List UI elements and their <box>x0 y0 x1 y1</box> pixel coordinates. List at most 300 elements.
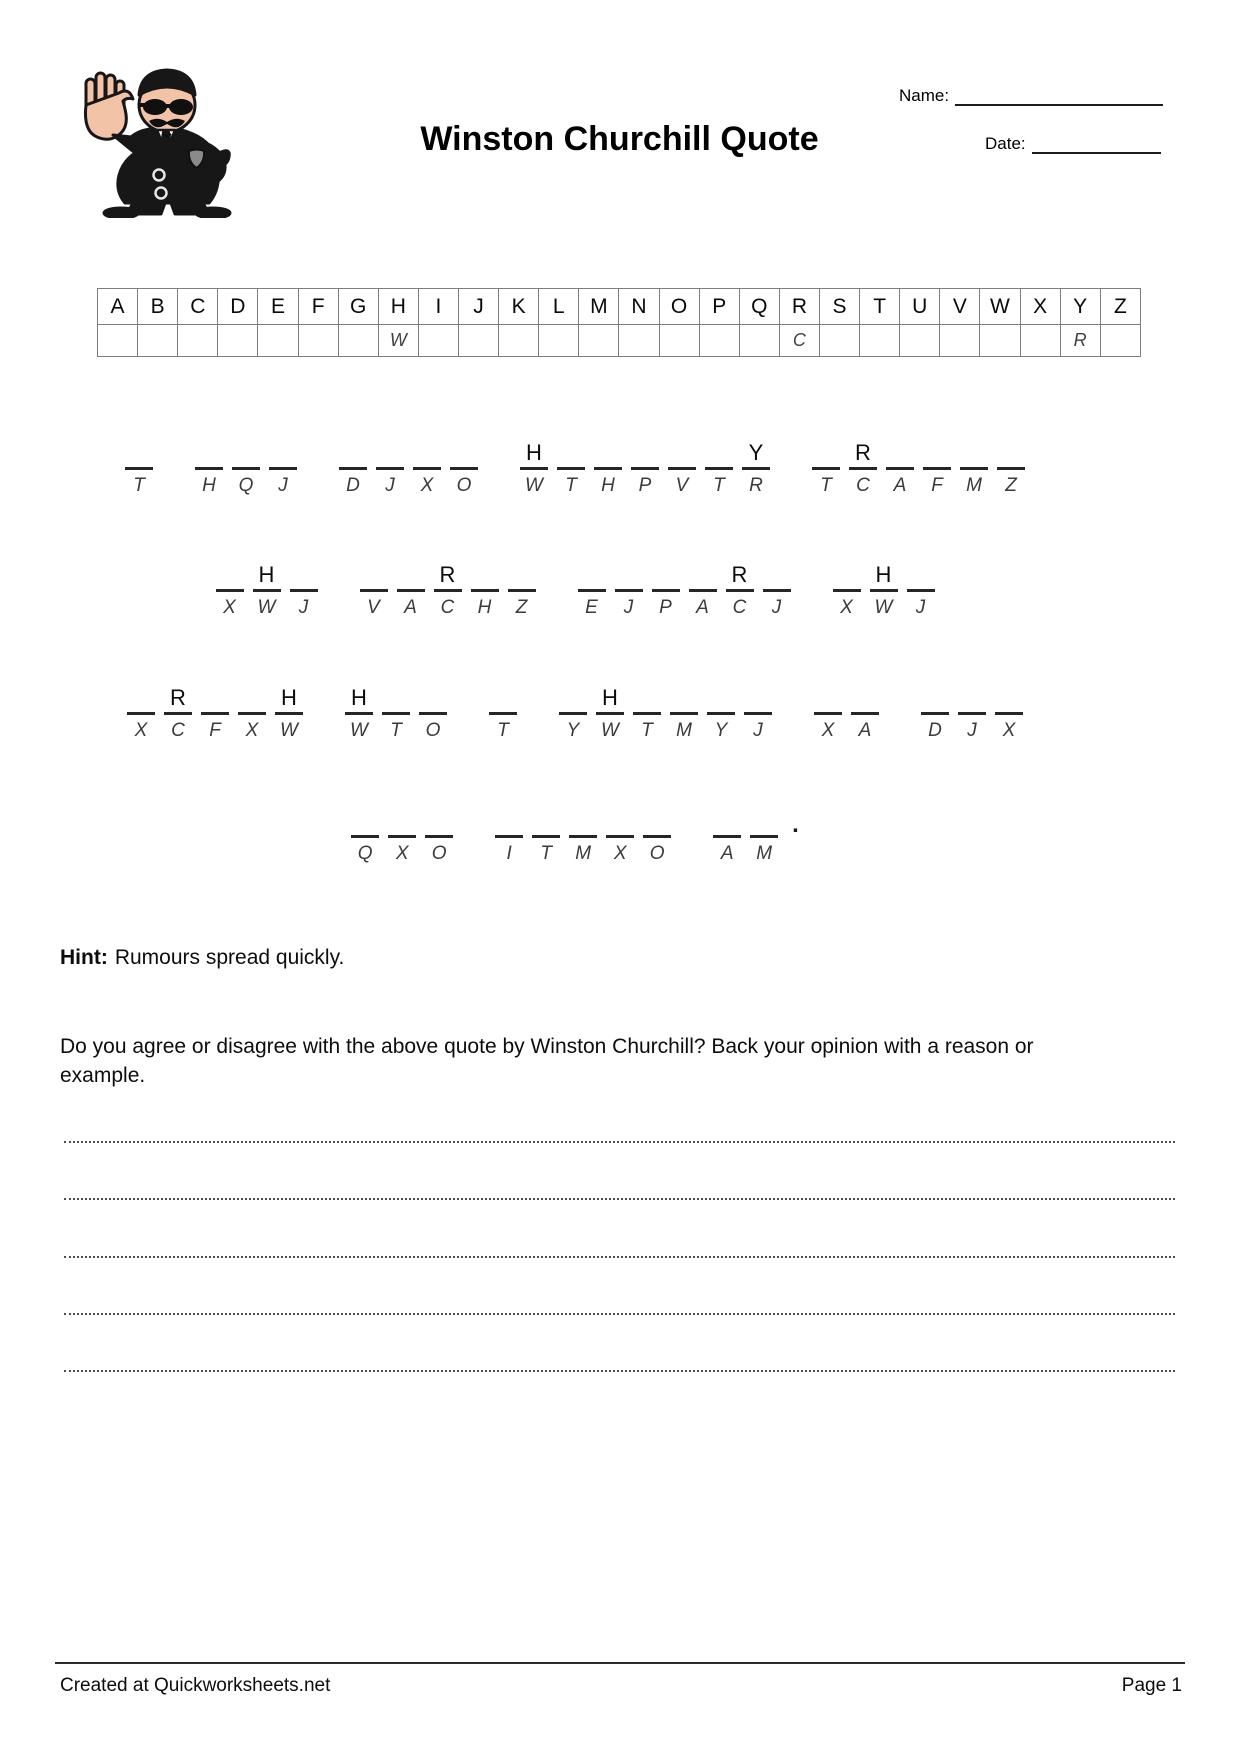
blank-line <box>726 589 754 592</box>
cipher-letter: C <box>732 597 747 618</box>
blank-line <box>689 589 717 592</box>
blank-line <box>508 589 536 592</box>
cipher-letter: T <box>820 475 832 496</box>
puzzle-word <box>360 562 536 618</box>
blank-line <box>434 589 462 592</box>
puzzle-cell <box>450 440 478 496</box>
puzzle-word <box>495 808 671 864</box>
footer-page-number: Page 1 <box>1121 1675 1182 1696</box>
key-letter-J: J <box>458 289 498 325</box>
blank-line <box>594 467 622 470</box>
cipher-letter: J <box>753 720 763 741</box>
cipher-letter: Z <box>515 597 528 618</box>
blank-line <box>495 835 523 838</box>
blank-line <box>606 835 634 838</box>
cipher-letter: J <box>298 597 309 618</box>
cipher-letter: A <box>696 597 709 618</box>
blank-line <box>290 589 318 592</box>
puzzle-cell <box>606 808 634 864</box>
blank-line <box>532 835 560 838</box>
puzzle-cell <box>689 562 717 618</box>
puzzle-cell <box>849 440 877 496</box>
puzzle-cell <box>707 685 735 741</box>
key-answer-B <box>138 325 178 357</box>
puzzle-cell <box>269 440 297 496</box>
key-letter-H: H <box>378 289 418 325</box>
blank-line <box>812 467 840 470</box>
blank-line <box>345 712 373 715</box>
answer-write-line <box>64 1256 1175 1258</box>
cipher-letter: J <box>385 475 395 496</box>
cipher-letter: H <box>601 475 615 496</box>
key-answer-V <box>940 325 980 357</box>
puzzle-word <box>216 562 318 618</box>
cipher-letter: Y <box>714 720 728 741</box>
cipher-letter: T <box>390 720 402 741</box>
solved-letter: H <box>526 440 542 465</box>
cipher-letter: V <box>675 475 689 496</box>
answer-write-line <box>64 1141 1175 1143</box>
cipher-solution-row <box>98 325 1141 357</box>
puzzle-cell <box>726 562 754 618</box>
puzzle-cell <box>886 440 914 496</box>
key-letter-F: F <box>298 289 338 325</box>
cipher-letter: D <box>928 720 942 741</box>
blank-line <box>707 712 735 715</box>
blank-line <box>763 589 791 592</box>
cipher-letter: J <box>915 597 926 618</box>
blank-line <box>750 835 778 838</box>
blank-line <box>958 712 986 715</box>
cipher-letter: A <box>720 843 734 864</box>
puzzle-cell <box>127 685 155 741</box>
cipher-letter: A <box>404 597 417 618</box>
blank-line <box>851 712 879 715</box>
blank-line <box>376 467 404 470</box>
cipher-letter: T <box>540 843 552 864</box>
puzzle-cell <box>125 440 153 496</box>
puzzle-cell <box>907 562 935 618</box>
blank-line <box>744 712 772 715</box>
blank-line <box>471 589 499 592</box>
cipher-letter: Y <box>566 720 580 741</box>
blank-line <box>269 467 297 470</box>
key-answer-P <box>699 325 739 357</box>
puzzle-cell <box>960 440 988 496</box>
cipher-letter: O <box>456 475 472 496</box>
cipher-letter: J <box>278 475 288 496</box>
cipher-letter: X <box>245 720 259 741</box>
key-letter-N: N <box>619 289 659 325</box>
puzzle-line-3 <box>60 685 1090 741</box>
puzzle-word <box>125 440 153 496</box>
puzzle-cell <box>750 808 778 864</box>
puzzle-cell <box>419 685 447 741</box>
page-title: Winston Churchill Quote <box>420 120 819 158</box>
cipher-letter: W <box>257 597 276 618</box>
key-answer-Q <box>739 325 779 357</box>
puzzle-word <box>127 685 303 741</box>
blank-line <box>997 467 1025 470</box>
solved-letter: R <box>855 440 871 465</box>
key-letter-D: D <box>218 289 258 325</box>
puzzle-cell <box>921 685 949 741</box>
blank-line <box>216 589 244 592</box>
solved-letter: R <box>170 685 186 710</box>
puzzle-cell <box>376 440 404 496</box>
key-answer-M <box>579 325 619 357</box>
solved-letter: Y <box>748 440 764 465</box>
puzzle-cell <box>195 440 223 496</box>
cipher-letter: C <box>171 720 185 741</box>
puzzle-cell <box>995 685 1023 741</box>
key-letter-Z: Z <box>1100 289 1140 325</box>
blank-line <box>833 589 861 592</box>
puzzle-cell <box>388 808 416 864</box>
puzzle-cell <box>471 562 499 618</box>
puzzle-cell <box>532 808 560 864</box>
cipher-letter: X <box>1002 720 1016 741</box>
puzzle-cell <box>238 685 266 741</box>
puzzle-cell <box>631 440 659 496</box>
key-letter-U: U <box>900 289 940 325</box>
puzzle-cell <box>216 562 244 618</box>
blank-line <box>596 712 624 715</box>
blank-line <box>127 712 155 715</box>
cipher-letter: W <box>350 720 368 741</box>
cipher-letter: C <box>856 475 870 496</box>
cipher-letter: O <box>425 720 441 741</box>
blank-line <box>425 835 453 838</box>
blank-line <box>886 467 914 470</box>
key-answer-W <box>980 325 1020 357</box>
cipher-letter: O <box>649 843 665 864</box>
puzzle-cell <box>559 685 587 741</box>
cipher-letter: I <box>506 843 512 864</box>
cipher-letter: H <box>477 597 492 618</box>
puzzle-cell <box>870 562 898 618</box>
footer-divider <box>55 1662 1185 1664</box>
key-answer-J <box>458 325 498 357</box>
puzzle-cell <box>742 440 770 496</box>
answer-write-line <box>64 1313 1175 1315</box>
answer-write-line <box>64 1198 1175 1200</box>
blank-line <box>557 467 585 470</box>
key-letter-W: W <box>980 289 1020 325</box>
puzzle-word <box>351 808 453 864</box>
puzzle-cell <box>434 562 462 618</box>
blank-line <box>995 712 1023 715</box>
puzzle-cell <box>633 685 661 741</box>
blank-line <box>849 467 877 470</box>
puzzle-cell <box>201 685 229 741</box>
cipher-letter: Q <box>238 475 254 496</box>
puzzle-cell <box>713 808 741 864</box>
blank-line <box>238 712 266 715</box>
puzzle-cell <box>495 808 523 864</box>
name-field <box>899 84 1163 106</box>
cipher-letter: W <box>525 475 543 496</box>
key-letter-E: E <box>258 289 298 325</box>
puzzle-cell <box>345 685 373 741</box>
puzzle-line-4 <box>60 808 1090 864</box>
blank-line <box>339 467 367 470</box>
blank-line <box>742 467 770 470</box>
cipher-letter: A <box>893 475 907 496</box>
blank-line <box>164 712 192 715</box>
key-answer-X <box>1020 325 1060 357</box>
key-answer-O <box>659 325 699 357</box>
blank-line <box>360 589 388 592</box>
blank-line <box>705 467 733 470</box>
key-letter-K: K <box>499 289 539 325</box>
hint-text <box>60 946 344 970</box>
cipher-letter: W <box>601 720 619 741</box>
key-answer-H: W <box>378 325 418 357</box>
solved-letter: H <box>281 685 297 710</box>
blank-line <box>397 589 425 592</box>
key-letter-S: S <box>819 289 859 325</box>
blank-line <box>578 589 606 592</box>
puzzle-word <box>921 685 1023 741</box>
puzzle-word <box>713 808 778 864</box>
blank-line <box>615 589 643 592</box>
key-letter-P: P <box>699 289 739 325</box>
date-write-line <box>1032 132 1161 154</box>
puzzle-cell <box>652 562 680 618</box>
blank-line <box>195 467 223 470</box>
key-letter-I: I <box>418 289 458 325</box>
blank-line <box>569 835 597 838</box>
puzzle-cell <box>382 685 410 741</box>
cipher-letter: M <box>756 843 773 864</box>
key-answer-F <box>298 325 338 357</box>
cipher-letter: T <box>713 475 725 496</box>
key-answer-C <box>178 325 218 357</box>
key-letter-T: T <box>860 289 900 325</box>
key-letter-M: M <box>579 289 619 325</box>
key-letter-A: A <box>98 289 138 325</box>
footer-credit: Created at Quickworksheets.net <box>60 1675 331 1696</box>
puzzle-cell <box>596 685 624 741</box>
cipher-letter: T <box>133 475 145 496</box>
blank-line <box>382 712 410 715</box>
cipher-letter: O <box>431 843 447 864</box>
blank-line <box>921 712 949 715</box>
cipher-letter: A <box>858 720 872 741</box>
puzzle-word <box>814 685 879 741</box>
puzzle-cell <box>290 562 318 618</box>
cipher-letter: D <box>346 475 360 496</box>
key-letter-Y: Y <box>1060 289 1100 325</box>
blank-line <box>652 589 680 592</box>
hint-value: Rumours spread quickly. <box>114 946 345 969</box>
cipher-letter: H <box>202 475 216 496</box>
cipher-letter: J <box>967 720 977 741</box>
blank-line <box>388 835 416 838</box>
blank-line <box>450 467 478 470</box>
puzzle-cell <box>997 440 1025 496</box>
key-letter-X: X <box>1020 289 1060 325</box>
cipher-letter: M <box>676 720 692 741</box>
cipher-letters-row <box>98 289 1141 325</box>
cipher-letter: C <box>440 597 455 618</box>
puzzle-cell <box>668 440 696 496</box>
blank-line <box>232 467 260 470</box>
blank-line <box>814 712 842 715</box>
key-letter-L: L <box>539 289 579 325</box>
cipher-letter: X <box>420 475 434 496</box>
puzzle-cell <box>557 440 585 496</box>
cipher-letter: V <box>367 597 380 618</box>
puzzle-cell <box>339 440 367 496</box>
puzzle-cell <box>275 685 303 741</box>
puzzle-cell <box>594 440 622 496</box>
cipher-letter: T <box>497 720 509 741</box>
blank-line <box>670 712 698 715</box>
blank-line <box>125 467 153 470</box>
question-text: Do you agree or disagree with the above quote by Winston Churchill? Back your opinion with a reason or example. <box>60 1035 1034 1087</box>
puzzle-word <box>578 562 791 618</box>
puzzle-cell <box>520 440 548 496</box>
puzzle-cell <box>578 562 606 618</box>
cipher-letter: P <box>659 597 672 618</box>
puzzle-cell <box>744 685 772 741</box>
puzzle-cell <box>569 808 597 864</box>
solved-letter: R <box>731 562 748 587</box>
solved-letter: H <box>351 685 367 710</box>
cipher-letter: X <box>821 720 835 741</box>
key-answer-Z <box>1100 325 1140 357</box>
key-answer-Y: R <box>1060 325 1100 357</box>
puzzle-cell <box>851 685 879 741</box>
key-letter-Q: Q <box>739 289 779 325</box>
puzzle-word <box>833 562 935 618</box>
cipher-letter: X <box>223 597 236 618</box>
solved-letter: H <box>875 562 892 587</box>
puzzle-cell <box>763 562 791 618</box>
name-label: Name: <box>899 86 950 105</box>
blank-line <box>907 589 935 592</box>
puzzle-cell <box>643 808 671 864</box>
cipher-letter: F <box>209 720 221 741</box>
date-label: Date: <box>985 134 1026 153</box>
puzzle-cell <box>360 562 388 618</box>
puzzle-cell <box>489 685 517 741</box>
key-answer-L <box>539 325 579 357</box>
answer-write-line <box>64 1370 1175 1372</box>
puzzle-word <box>339 440 478 496</box>
puzzle-cell <box>615 562 643 618</box>
puzzle-cell <box>508 562 536 618</box>
cipher-letter: X <box>840 597 853 618</box>
key-letter-C: C <box>178 289 218 325</box>
key-answer-D <box>218 325 258 357</box>
blank-line <box>489 712 517 715</box>
key-answer-U <box>900 325 940 357</box>
puzzle-cell <box>413 440 441 496</box>
cipher-letter: Q <box>357 843 373 864</box>
blank-line <box>668 467 696 470</box>
blank-line <box>870 589 898 592</box>
key-letter-B: B <box>138 289 178 325</box>
cipher-letter: E <box>585 597 598 618</box>
puzzle-word <box>489 685 517 741</box>
puzzle-line-2 <box>60 562 1090 618</box>
blank-line <box>351 835 379 838</box>
cipher-letter: R <box>749 475 763 496</box>
puzzle-word <box>812 440 1025 496</box>
key-answer-N <box>619 325 659 357</box>
blank-line <box>413 467 441 470</box>
cipher-letter: J <box>771 597 782 618</box>
key-answer-R: C <box>779 325 819 357</box>
key-letter-O: O <box>659 289 699 325</box>
key-answer-I <box>418 325 458 357</box>
puzzle-cell <box>705 440 733 496</box>
puzzle-cell <box>923 440 951 496</box>
solved-letter: R <box>439 562 456 587</box>
cipher-letter: T <box>565 475 577 496</box>
cipher-letter: F <box>931 475 943 496</box>
cipher-letter: X <box>134 720 148 741</box>
blank-line <box>419 712 447 715</box>
key-answer-T <box>860 325 900 357</box>
key-letter-R: R <box>779 289 819 325</box>
puzzle-line-1 <box>60 440 1090 496</box>
blank-line <box>631 467 659 470</box>
blank-line <box>275 712 303 715</box>
solved-letter: H <box>258 562 275 587</box>
puzzle-cell <box>397 562 425 618</box>
puzzle-cell <box>670 685 698 741</box>
key-answer-K <box>499 325 539 357</box>
key-letter-G: G <box>338 289 378 325</box>
cipher-key-table <box>97 288 1141 357</box>
puzzle-word <box>195 440 297 496</box>
key-answer-G <box>338 325 378 357</box>
cipher-letter: M <box>966 475 982 496</box>
blank-line <box>643 835 671 838</box>
solved-letter: H <box>602 685 618 710</box>
puzzle-word <box>520 440 770 496</box>
name-write-line <box>955 84 1163 106</box>
blank-line <box>960 467 988 470</box>
puzzle-cell <box>833 562 861 618</box>
cipher-letter: P <box>638 475 652 496</box>
cipher-letter: W <box>874 597 893 618</box>
key-answer-E <box>258 325 298 357</box>
puzzle-word <box>345 685 447 741</box>
cipher-letter: X <box>395 843 409 864</box>
cipher-letter: M <box>575 843 592 864</box>
blank-line <box>713 835 741 838</box>
cipher-letter: Z <box>1005 475 1017 496</box>
puzzle-cell <box>812 440 840 496</box>
puzzle-cell <box>232 440 260 496</box>
punctuation: . <box>792 811 799 838</box>
puzzle-cell <box>164 685 192 741</box>
blank-line <box>559 712 587 715</box>
cipher-letter: W <box>280 720 298 741</box>
blank-line <box>201 712 229 715</box>
cipher-letter: J <box>623 597 634 618</box>
puzzle-cell <box>425 808 453 864</box>
puzzle-cell <box>351 808 379 864</box>
puzzle-word <box>559 685 772 741</box>
key-answer-S <box>819 325 859 357</box>
blank-line <box>633 712 661 715</box>
